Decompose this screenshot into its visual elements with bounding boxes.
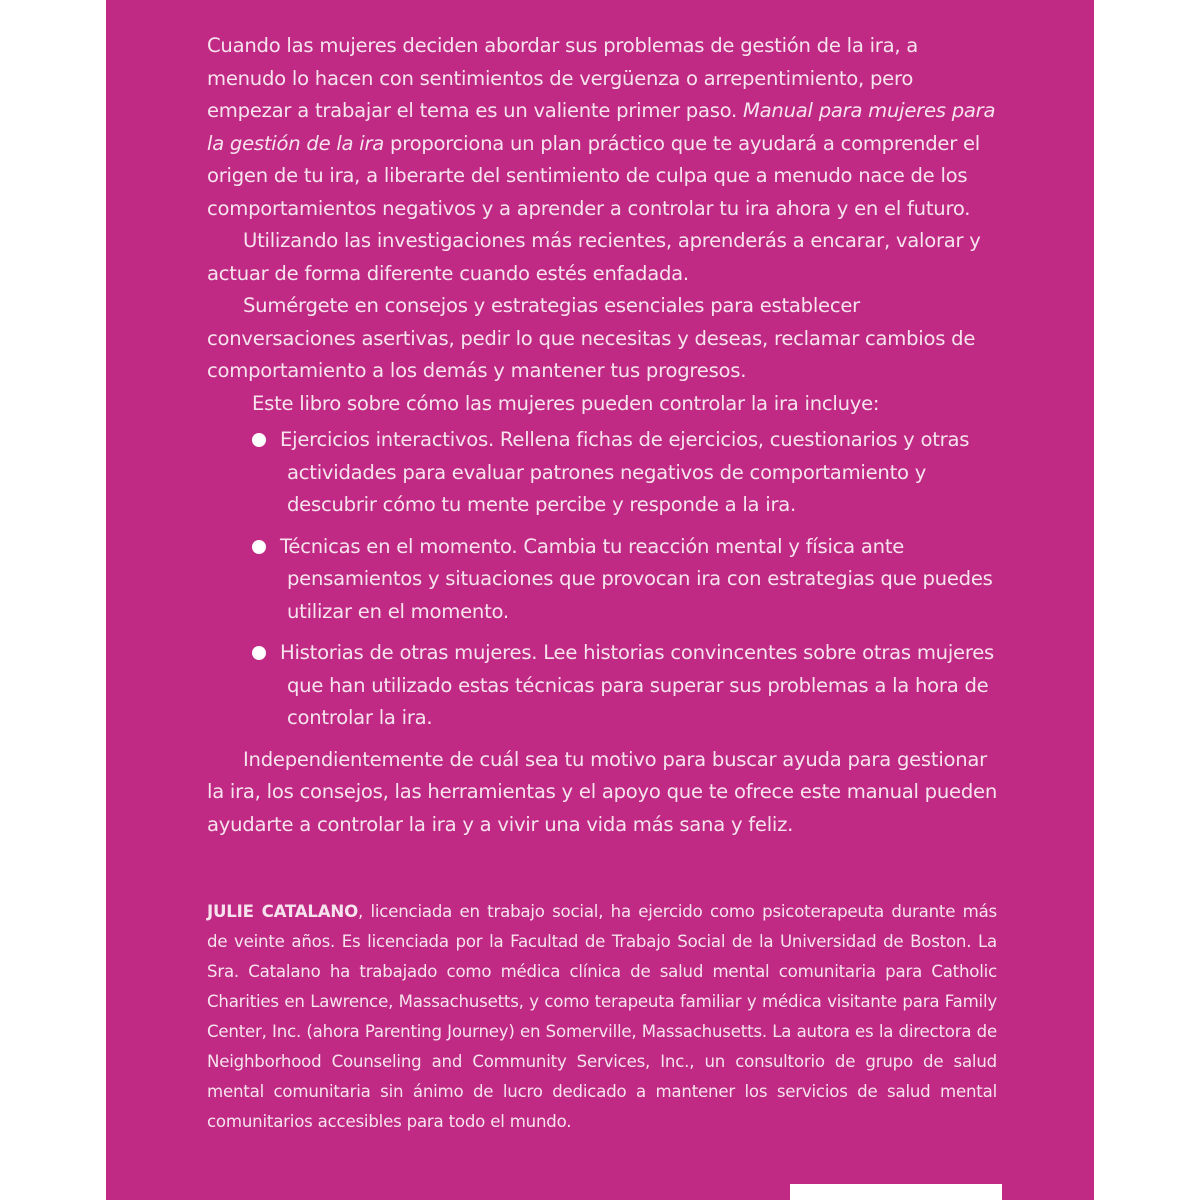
list-intro: Este libro sobre cómo las mujeres pueden controlar la ira incluye: [252,391,880,415]
list-item [207,531,997,629]
closing-paragraph: Independientemente de cuál sea tu motivo para buscar ayuda para gestionar la ira, los consejos, las herramientas y el apoyo que te ofrece este manual pueden ayudarte a controlar la ira y a vivir una vida más sana y feliz. [207,747,997,836]
description-paragraph-3: Sumérgete en consejos y estrategias esenciales para establecer conversaciones asertivas, pedir lo que necesitas y deseas, reclamar cambios de comportamiento a los demás y mantener tus progresos. [207,294,976,382]
bullet-dot-icon [252,433,266,447]
bullet-dot-icon [252,646,266,660]
book-title: Manual para mujeres para la gestión de la ira [207,99,996,155]
list-item-text: Técnicas en el momento. Cambia tu reacción mental y física ante pensamientos y situaciones que provocan ira con estrategias que puedes utilizar en el momento. [280,534,993,623]
back-cover [106,0,1094,1200]
list-item-text: Historias de otras mujeres. Lee historias convincentes sobre otras mujeres que han utilizado estas técnicas para superar sus problemas a la hora de controlar la ira. [280,641,994,729]
description-block [207,30,997,841]
barcode-area [790,1184,1002,1200]
list-item [207,424,997,522]
author-name: JULIE CATALANO [207,902,359,921]
description-paragraph-1-end: proporciona un plan práctico que te ayudará a comprender el origen de tu ira, a liberarte del sentimiento de culpa que a menudo nace de los comportamientos negativos y a aprender a controlar tu ira ahora y en el futuro. [207,131,980,220]
description-paragraph-1 [207,30,997,225]
bullet-dot-icon [252,540,266,554]
bullet-list [207,424,997,735]
description-paragraph-2: Utilizando las investigaciones más recientes, aprenderás a encarar, valorar y actuar de forma diferente cuando estés enfadada. [207,229,981,285]
author-bio-text: , licenciada en trabajo social, ha ejercido como psicoterapeuta durante más de veinte años. Es licenciada por la Facultad de Trabajo Social de la Universidad de Boston. La Sra. Catalano ha trabajado como médica clínica de salud mental comunitaria para Catholic Charities en Lawrence, Massachusetts, y como terapeuta familiar y médica visitante para Family Center, Inc. (ahora Parenting Journey) en Somerville, Massachusetts. La autora es la directora de Neighborhood Counseling and Community Services, Inc., un consultorio de grupo de salud mental comunitaria sin ánimo de lucro dedicado a mantener los servicios de salud mental comunitarios accesibles para todo el mundo. [207,902,997,1131]
list-item-text: Ejercicios interactivos. Rellena fichas de ejercicios, cuestionarios y otras actividades para evaluar patrones negativos de comportamiento y descubrir cómo tu mente percibe y responde a la ira. [280,428,970,516]
description-paragraph-1-start: Cuando las mujeres deciden abordar sus problemas de gestión de la ira, a menudo lo hacen con sentimientos de vergüenza o arrepentimiento, pero empezar a trabajar el tema es un valiente primer paso. [207,34,919,122]
list-item [207,637,997,735]
author-bio [207,897,997,1137]
